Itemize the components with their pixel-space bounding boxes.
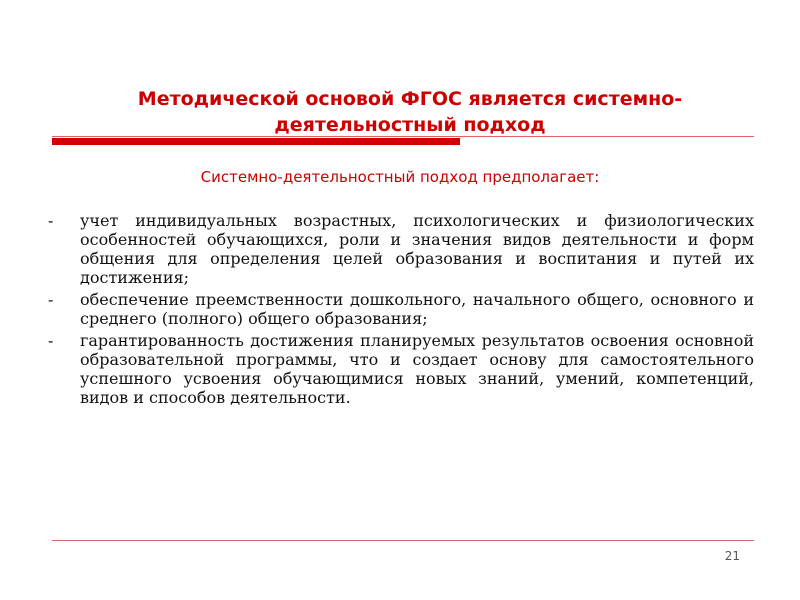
list-item-text: учет индивидуальных возрастных, психологических и физиологических особенностей обучающихся, роли и значения видов деятельности и форм общения для определения целей образования и воспитания и путей их достижения; (80, 211, 754, 287)
list-item-text: гарантированность достижения планируемых результатов освоения основной образовательной программы, что и создает основу для самостоятельного успешного усвоения обучающимися новых знаний, умений, компетенций, видов и способов деятельности. (80, 331, 754, 407)
title-divider-thick (52, 138, 460, 145)
slide-subtitle: Системно-деятельностный подход предполагает: (200, 168, 600, 186)
list-item (48, 211, 754, 287)
title-divider-thin (52, 136, 754, 137)
slide-title: Методической основой ФГОС является системно-деятельностный подход (137, 88, 683, 136)
list-item-marker: - (48, 331, 54, 350)
list-item (48, 290, 754, 328)
list-item-marker: - (48, 290, 54, 309)
list-item-text: обеспечение преемственности дошкольного, начального общего, основного и среднего (полного) общего образования; (80, 290, 754, 328)
list-item (48, 331, 754, 407)
approach-list (48, 211, 754, 410)
list-item-marker: - (48, 211, 54, 230)
page-number: 21 (724, 549, 740, 563)
footer-divider (52, 540, 754, 541)
